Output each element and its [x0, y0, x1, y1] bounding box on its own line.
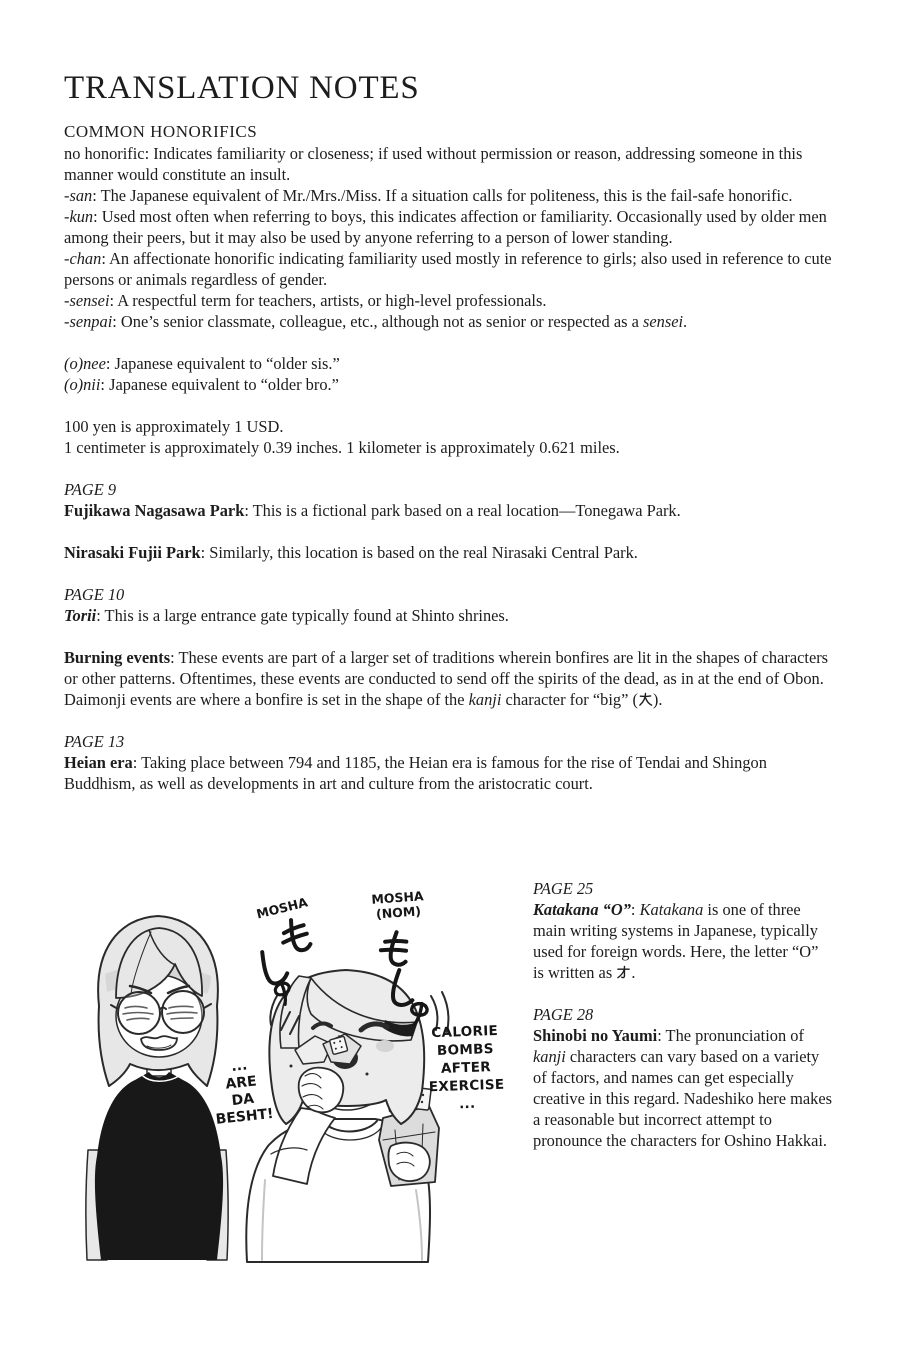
- note-paragraph: [64, 416, 840, 437]
- text-segment: : This is a large entrance gate typically found at Shinto shrines.: [96, 606, 509, 625]
- main-text-column: [64, 121, 840, 794]
- cjk-character: [616, 963, 631, 982]
- spacer: [64, 626, 840, 647]
- character-glasses-girl: [86, 916, 228, 1260]
- text-segment: -kun: [64, 207, 94, 226]
- text-segment: (o)nii: [64, 375, 101, 394]
- text-segment: -sensei: [64, 291, 110, 310]
- text-segment: Heian era: [64, 753, 133, 772]
- text-segment: : The pronunciation of: [657, 1026, 804, 1045]
- note-paragraph: [64, 143, 840, 185]
- note-paragraph: [64, 542, 840, 563]
- text-segment: : Japanese equivalent to “older bro.”: [100, 375, 339, 394]
- black-tshirt: [95, 1072, 223, 1260]
- text-segment: ).: [652, 690, 663, 709]
- cracker-square: [329, 1036, 347, 1054]
- text-segment: no honorific: Indicates familiarity or closeness; if used without permission or reason, addressing someone in this manner would constitute an insult.: [64, 144, 803, 184]
- text-segment: characters can vary based on a variety of factors, and names can get especially creative in this regard. Nadeshiko here makes a reasonable but incorrect attempt to pronounce the characters for Oshino Hakkai.: [533, 1047, 833, 1150]
- fist-at-mouth: [299, 1068, 344, 1113]
- right-text-column: [533, 878, 833, 1151]
- text-segment: 100 yen is approximately 1 USD.: [64, 417, 284, 436]
- spacer: [64, 332, 840, 353]
- note-paragraph: [64, 437, 840, 458]
- note-paragraph: [64, 248, 840, 290]
- text-segment: : Similarly, this location is based on the real Nirasaki Central Park.: [200, 543, 638, 562]
- text-segment: Shinobi no Yaumi: [533, 1026, 658, 1045]
- text-segment: .: [631, 963, 636, 982]
- spacer: [64, 710, 840, 731]
- note-paragraph: [64, 752, 840, 794]
- note-paragraph: [533, 899, 833, 983]
- spacer: [64, 458, 840, 479]
- text-segment: Burning events: [64, 648, 171, 667]
- text-segment: Katakana “O”: [533, 900, 631, 919]
- page-number-label: PAGE 25: [533, 879, 594, 898]
- text-segment: :: [630, 900, 640, 919]
- note-paragraph: [64, 374, 840, 395]
- note-paragraph: [64, 500, 840, 521]
- text-segment: is one of three main writing systems in Japanese, typically used for foreign words. Here, the letter “O” is written as: [533, 900, 819, 982]
- fist-holding-package: [388, 1143, 429, 1181]
- note-paragraph: [64, 311, 840, 332]
- caption-are-da-besht: ... ARE DA BESHT!: [214, 1057, 275, 1128]
- page-number-label: PAGE 13: [64, 732, 125, 751]
- text-segment: sensei: [642, 312, 684, 331]
- glasses-lens: [162, 991, 204, 1033]
- sfx-label-mosha-nom: MOSHA (NOM): [370, 888, 425, 922]
- text-segment: : Taking place between 794 and 1185, the Heian era is famous for the rise of Tendai and Shingon Buddhism, as well as developments in art and culture from the aristocratic court.: [64, 753, 767, 793]
- note-paragraph: [64, 605, 840, 626]
- text-segment: : Japanese equivalent to “older sis.”: [105, 354, 340, 373]
- text-segment: : Used most often when referring to boys, this indicates affection or familiarity. Occasionally used by older men among their peers, but it may also be used by anyone referring to a person of lower standing.: [64, 207, 827, 247]
- page-number-label: PAGE 10: [64, 585, 125, 604]
- text-segment: Torii: [64, 606, 97, 625]
- note-paragraph: [64, 353, 840, 374]
- note-paragraph: [64, 185, 840, 206]
- manga-illustration: [85, 878, 505, 1270]
- text-segment: : This is a fictional park based on a real location—Tonegawa Park.: [244, 501, 681, 520]
- text-segment: : A respectful term for teachers, artists, or high-level professionals.: [109, 291, 547, 310]
- text-segment: : These events are part of a larger set of traditions wherein bonfires are lit in the shapes of characters or other patterns. Oftentimes, these events are conducted to send off the spirits of the dead, as in at the end of Obon. Daimonji events are where a bonfire is set in the shape of the: [64, 648, 829, 709]
- glasses-lens: [118, 992, 160, 1034]
- note-paragraph: [64, 647, 840, 710]
- text-segment: -san: [64, 186, 93, 205]
- notes-body: [64, 143, 840, 794]
- text-segment: Fujikawa Nagasawa Park: [64, 501, 245, 520]
- note-paragraph: [64, 290, 840, 311]
- text-segment: .: [683, 312, 688, 331]
- text-segment: : The Japanese equivalent of Mr./Mrs./Miss. If a situation calls for politeness, this is the fail-safe honorific.: [92, 186, 793, 205]
- section-heading: COMMON HONORIFICS: [64, 122, 258, 141]
- spacer: [64, 563, 840, 584]
- note-paragraph: [64, 206, 840, 248]
- text-segment: 1 centimeter is approximately 0.39 inches. 1 kilometer is approximately 0.621 miles.: [64, 438, 620, 457]
- page-number-label: PAGE 9: [64, 480, 117, 499]
- blush: [376, 1040, 394, 1052]
- page-number-label: PAGE 28: [533, 1005, 594, 1024]
- spacer: [64, 521, 840, 542]
- text-segment: -senpai: [64, 312, 113, 331]
- text-segment: : An affectionate honorific indicating familiarity used mostly in reference to girls; also used in reference to cute persons or animals regardless of gender.: [64, 249, 832, 289]
- text-segment: kanji: [468, 690, 502, 709]
- text-segment: -chan: [64, 249, 102, 268]
- spacer: [533, 983, 833, 1004]
- note-paragraph: [533, 1025, 833, 1151]
- text-segment: (o)nee: [64, 354, 106, 373]
- text-segment: kanji: [533, 1047, 566, 1066]
- page-title: TRANSLATION NOTES: [64, 70, 420, 106]
- cjk-character: [638, 690, 653, 709]
- spacer: [64, 395, 840, 416]
- text-segment: Katakana: [639, 900, 704, 919]
- text-segment: Nirasaki Fujii Park: [64, 543, 201, 562]
- sfx-label-mosha: MOSHA: [254, 894, 310, 922]
- caption-calorie-bombs: CALORIE BOMBS AFTER EXERCISE ...: [428, 1022, 505, 1113]
- notes-body-right: [533, 878, 833, 1151]
- text-segment: : One’s senior classmate, colleague, etc., although not as senior or respected as a: [112, 312, 643, 331]
- text-segment: character for “big” (: [501, 690, 638, 709]
